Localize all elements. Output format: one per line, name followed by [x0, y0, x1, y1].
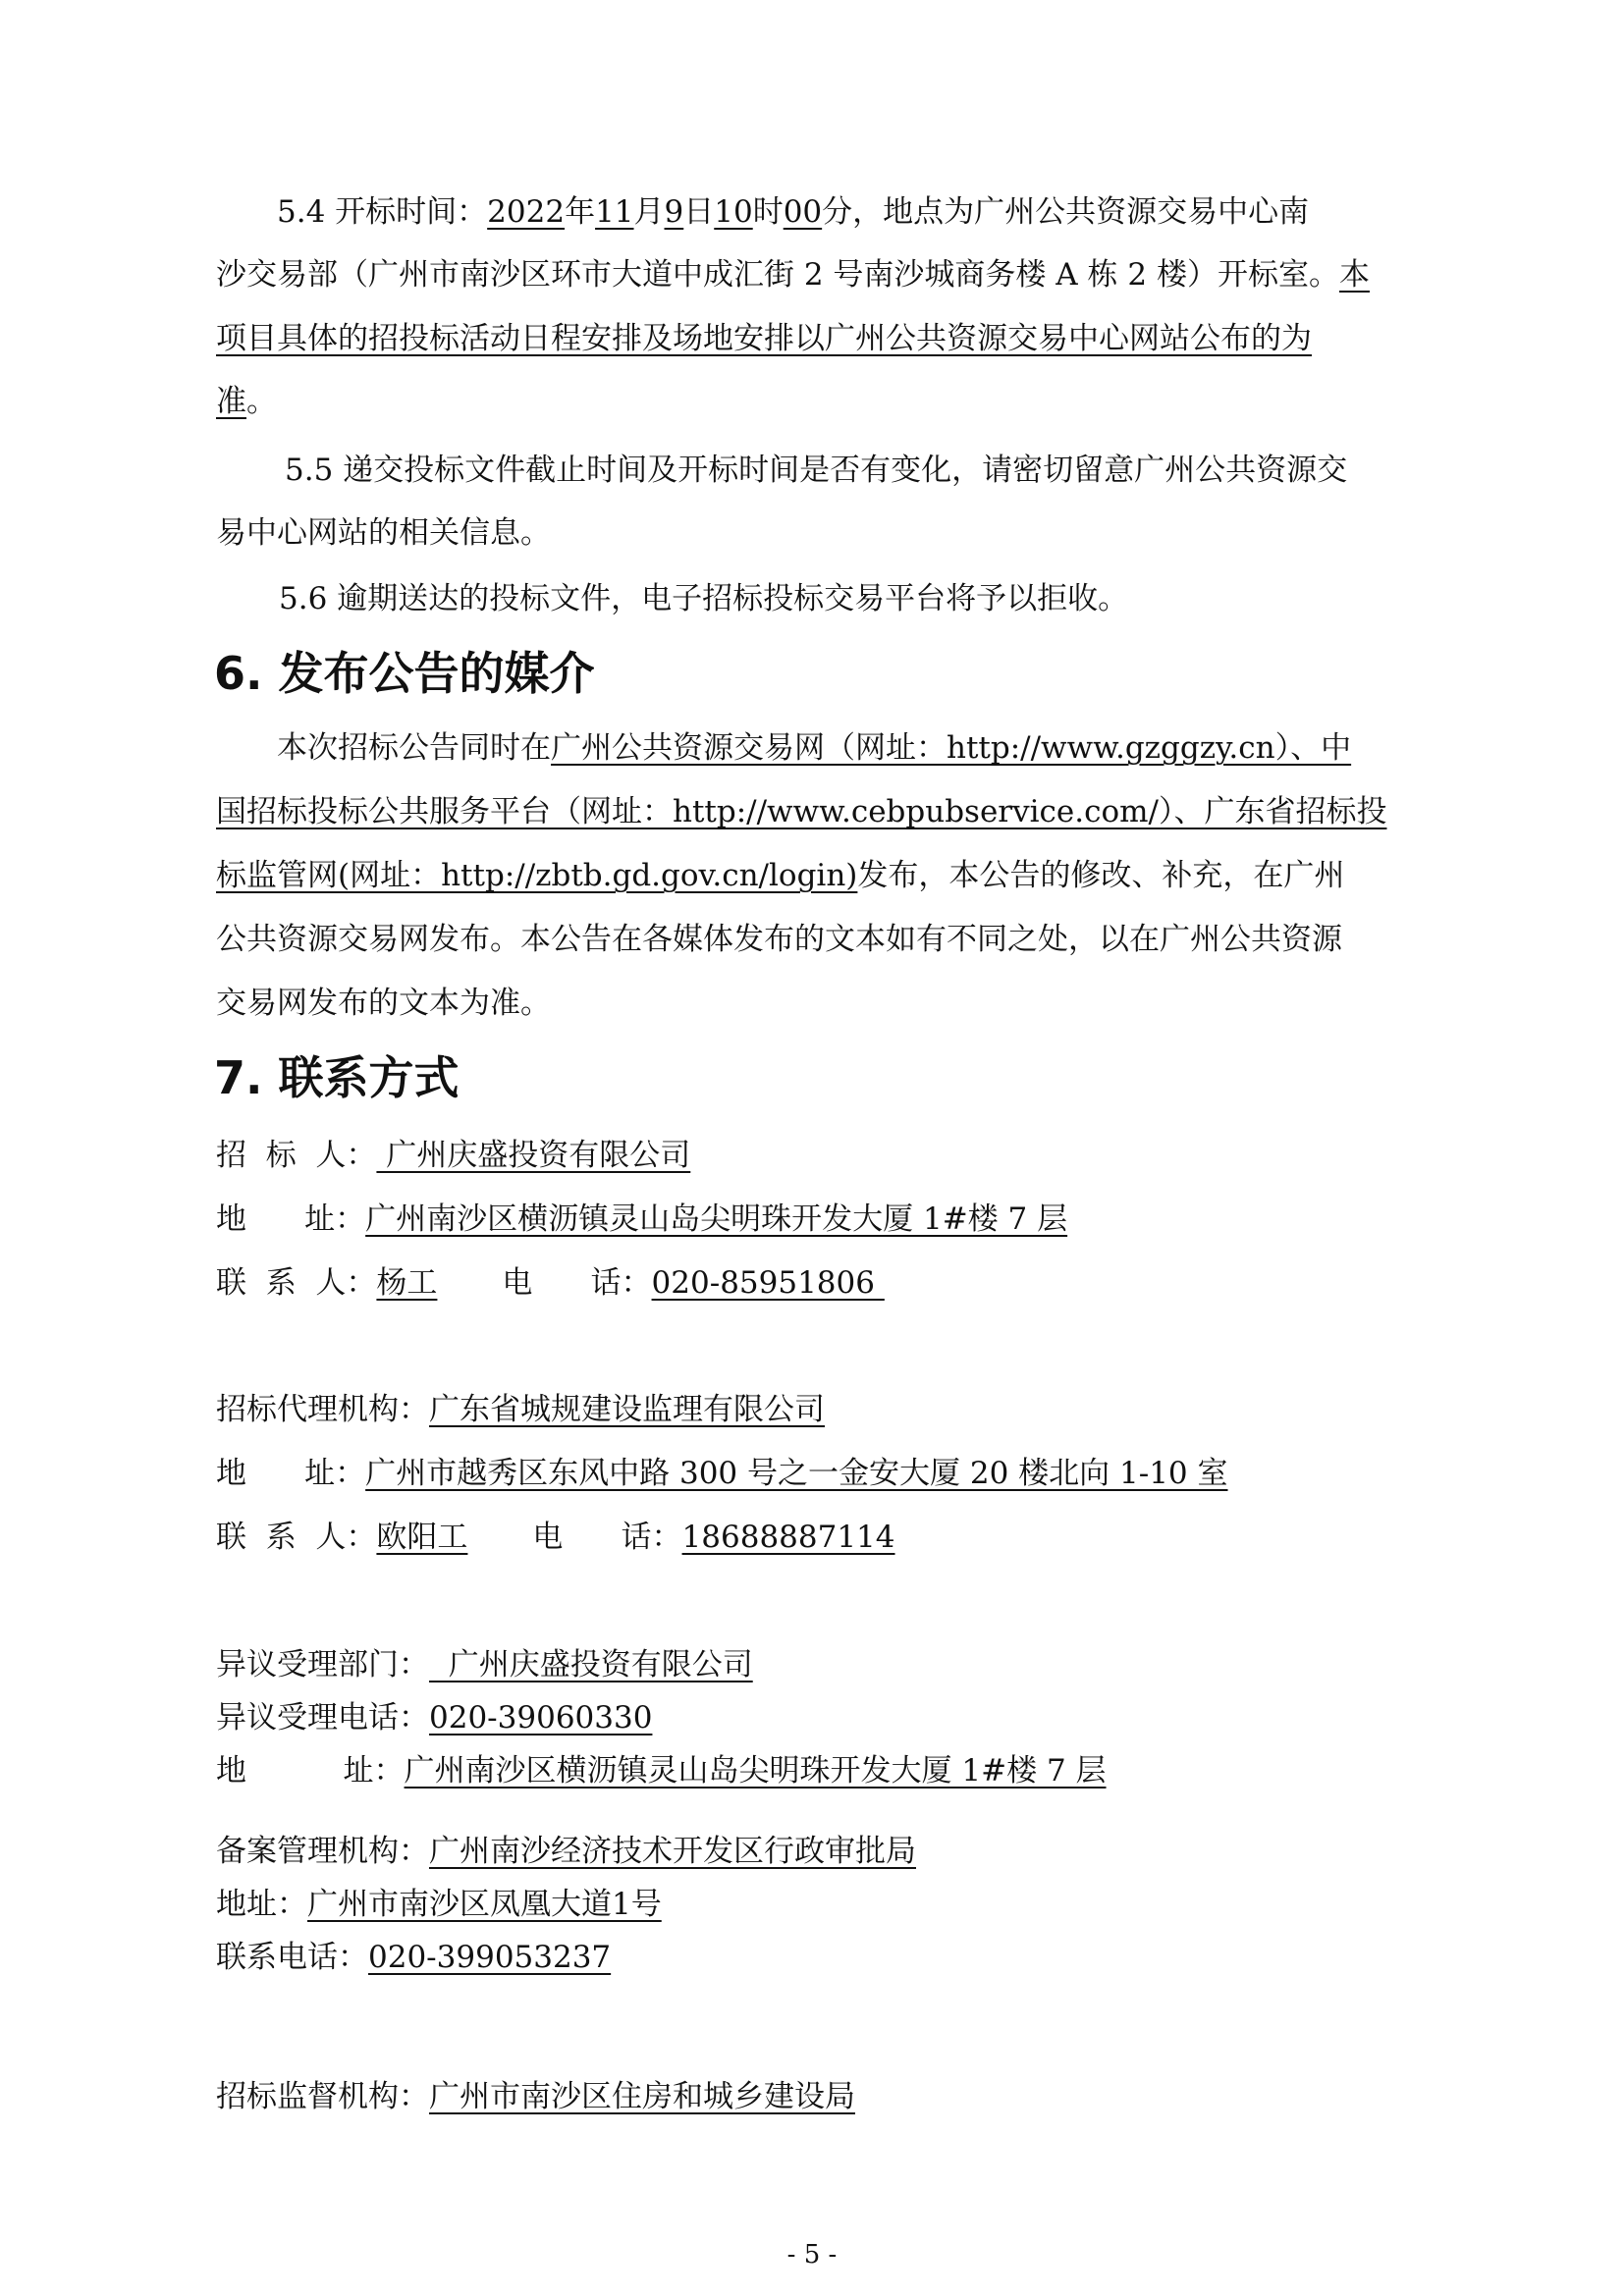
agency-row: [216, 1390, 825, 1429]
supervision-row: [216, 2077, 855, 2116]
filing-phone-row: [216, 1938, 611, 1977]
para-5-4-line-2: [216, 255, 1370, 294]
agency-contact-value: 欧阳工: [376, 1520, 468, 1555]
tenderer-address-value: 广州南沙区横沥镇灵山岛尖明珠开发大厦 1#楼 7 层: [365, 1201, 1068, 1237]
zbtb-link-text: 标监管网(网址：http://zbtb.gd.gov.cn/login): [216, 858, 858, 893]
para-6-line-4: 公共资源交易网发布。本公告在各媒体发布的文本如有不同之处，以在广州公共资源: [216, 922, 1342, 957]
tenderer-phone-value: 020-85951806: [651, 1265, 885, 1301]
para-6-line-5: 交易网发布的文本为准。: [216, 986, 551, 1021]
opening-year: 2022: [487, 194, 566, 230]
supervision-label: 招标监督机构：: [216, 2079, 429, 2114]
tenderer-row: [216, 1136, 690, 1175]
para-5-5-line-1: 5.5 递交投标文件截止时间及开标时间是否有变化，请密切留意广州公共资源交: [285, 453, 1348, 488]
para-5-5-line-2: 易中心网站的相关信息。: [216, 515, 551, 551]
objection-address-row: [216, 1751, 1107, 1790]
contact-label: 联 系 人：: [216, 1265, 377, 1301]
address-label: 地 址：: [216, 1456, 366, 1491]
filing-phone-value: 020-399053237: [368, 1940, 612, 1975]
period: 。: [246, 384, 277, 419]
opening-time-label: 5.4 开标时间：: [277, 194, 488, 230]
para-6-line-2: [216, 792, 1386, 831]
para-5-4-line-4: [216, 382, 277, 421]
filing-address-value: 广州市南沙区凤凰大道1号: [307, 1887, 662, 1922]
page-number: - 5 -: [786, 2240, 838, 2269]
contact-label: 联 系 人：: [216, 1520, 377, 1555]
agency-contact-row: [216, 1518, 895, 1557]
day-unit: 日: [683, 194, 715, 230]
para-5-4-line-1: [277, 192, 1309, 232]
filing-authority-row: [216, 1832, 916, 1871]
phone-label: 电 话：: [532, 1520, 682, 1555]
tenderer-label: 招 标 人：: [216, 1138, 377, 1173]
month-unit: 月: [633, 194, 665, 230]
opening-hour: 10: [714, 194, 753, 230]
schedule-note-end: 准: [216, 384, 246, 419]
tenderer-contact-row: [216, 1263, 885, 1303]
filing-address-row: [216, 1885, 662, 1924]
section-7-heading: 7. 联系方式: [214, 1051, 460, 1104]
section-6-heading: 6. 发布公告的媒介: [214, 647, 595, 700]
objection-dept-label: 异议受理部门：: [216, 1647, 429, 1682]
phone-label: 电 话：: [502, 1265, 652, 1301]
para-6-line-1: [277, 728, 1351, 768]
agency-address-row: [216, 1454, 1228, 1493]
filing-phone-label: 联系电话：: [216, 1940, 368, 1975]
para-5-4-line-3: [216, 319, 1312, 358]
objection-phone-label: 异议受理电话：: [216, 1700, 429, 1735]
supervision-value: 广州市南沙区住房和城乡建设局: [429, 2079, 855, 2114]
agency-address-value: 广州市越秀区东风中路 300 号之一金安大厦 20 楼北向 1-10 室: [365, 1456, 1228, 1491]
opening-location-detail: 沙交易部（广州市南沙区环市大道中成汇街 2 号南沙城商务楼 A 栋 2 楼）开标室。: [216, 257, 1339, 293]
filing-authority-label: 备案管理机构：: [216, 1834, 429, 1869]
tenderer-value: 广州庆盛投资有限公司: [376, 1138, 691, 1173]
schedule-note-start: 本: [1338, 257, 1370, 293]
para-5-6: 5.6 逾期送达的投标文件，电子招标投标交易平台将予以拒收。: [279, 581, 1129, 616]
address-label: 地 址：: [216, 1753, 405, 1789]
filing-authority-value: 广州南沙经济技术开发区行政审批局: [429, 1834, 916, 1869]
year-unit: 年: [565, 194, 596, 230]
agency-label: 招标代理机构：: [216, 1392, 429, 1427]
agency-phone-value: 18688887114: [681, 1520, 895, 1555]
opening-month: 11: [595, 194, 634, 230]
schedule-note: 项目具体的招投标活动日程安排及场地安排以广州公共资源交易中心网站公布的为: [216, 321, 1312, 356]
publish-note: 发布，本公告的修改、补充，在广州: [857, 858, 1345, 893]
objection-dept-value: 广州庆盛投资有限公司: [429, 1647, 753, 1682]
opening-location-text: 分，地点为广州公共资源交易中心南: [822, 194, 1310, 230]
media-intro: 本次招标公告同时在: [277, 730, 551, 766]
filing-address-label: 地址：: [216, 1887, 307, 1922]
agency-value: 广东省城规建设监理有限公司: [429, 1392, 825, 1427]
objection-dept-row: [216, 1645, 753, 1684]
opening-day: 9: [664, 194, 684, 230]
para-6-line-3: [216, 856, 1344, 895]
opening-minute: 00: [783, 194, 823, 230]
hour-unit: 时: [752, 194, 784, 230]
objection-phone-value: 020-39060330: [429, 1700, 653, 1735]
gzggzy-link-text: 广州公共资源交易网（网址：http://www.gzggzy.cn）、中: [551, 730, 1352, 766]
objection-address-value: 广州南沙区横沥镇灵山岛尖明珠开发大厦 1#楼 7 层: [404, 1753, 1107, 1789]
tenderer-contact-value: 杨工: [376, 1265, 438, 1301]
cebpubservice-link-text: 国招标投标公共服务平台（网址：http://www.cebpubservice.com/）、广东省招标投: [216, 794, 1387, 829]
objection-phone-row: [216, 1698, 652, 1737]
tenderer-address-row: [216, 1200, 1067, 1239]
address-label: 地 址：: [216, 1201, 366, 1237]
